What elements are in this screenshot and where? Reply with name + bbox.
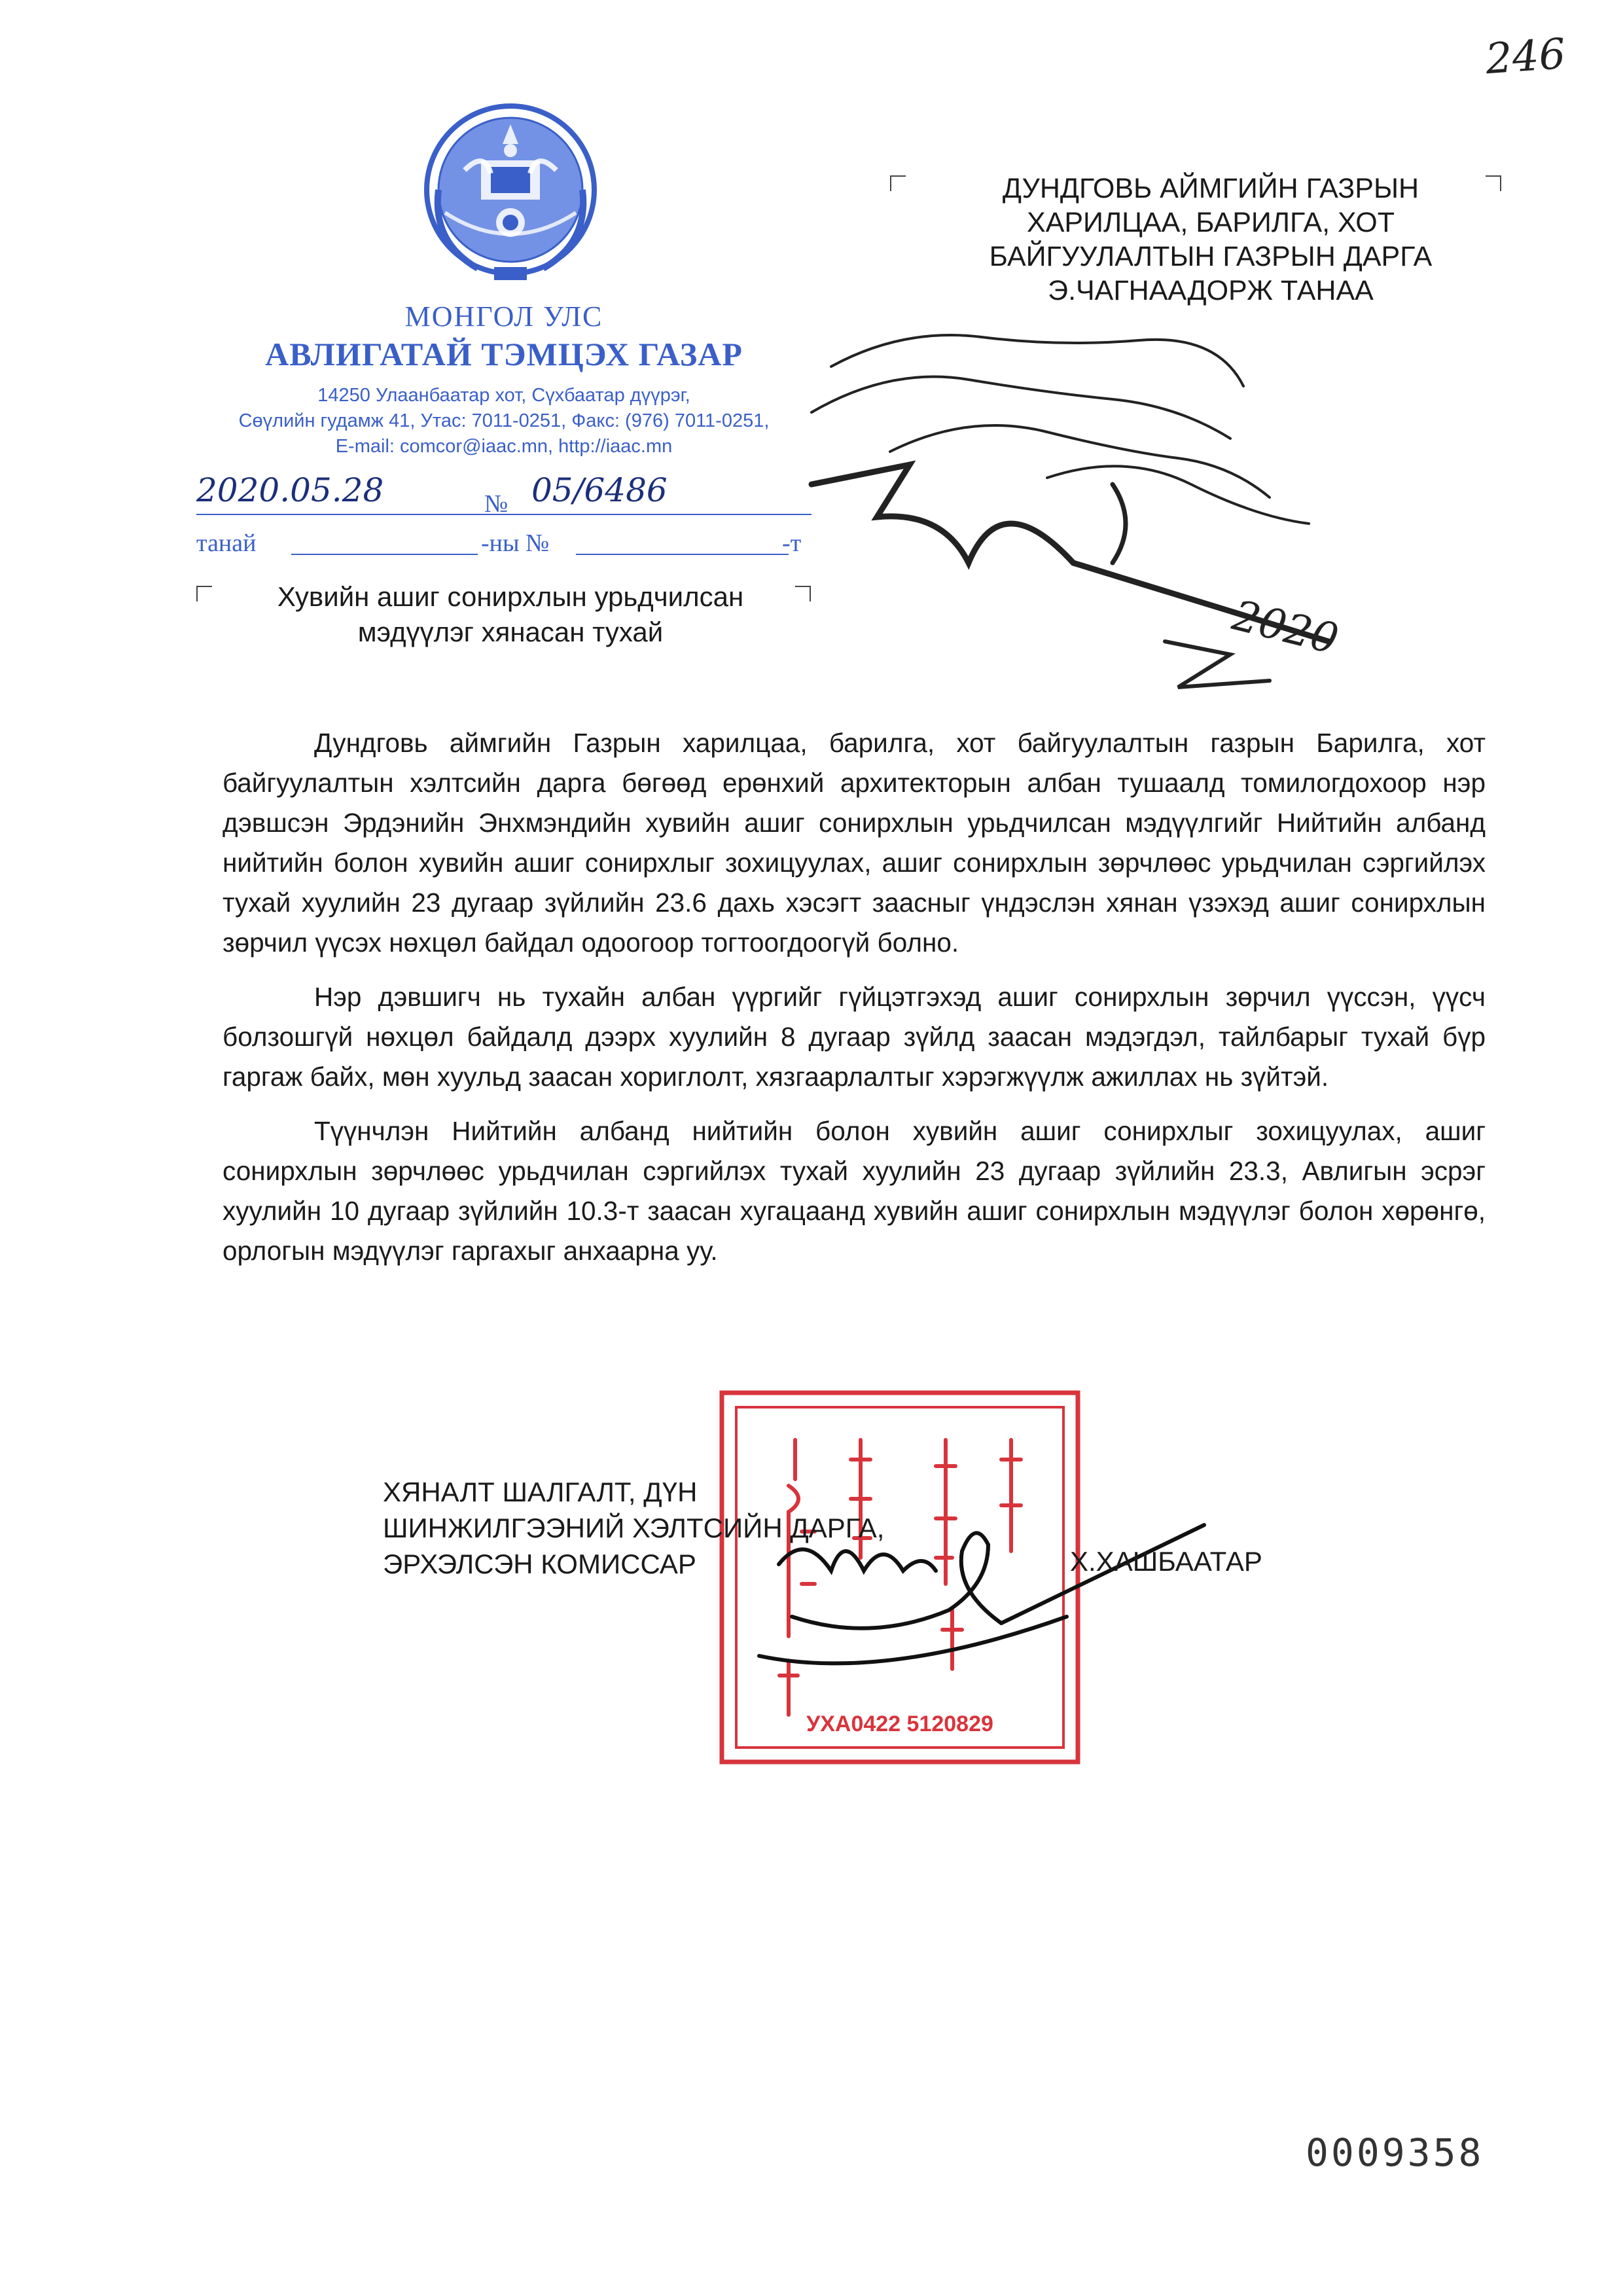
stamp-code: УХА0422 5120829 [806, 1712, 993, 1736]
addressee [916, 171, 1505, 308]
subject-corner-mark [196, 586, 212, 601]
org-address-line: 14250 Улаанбаатар хот, Сүхбаатар дүүрэг, [317, 385, 690, 406]
reference-number: 05/6486 [531, 471, 668, 509]
handwritten-signature-icon [753, 1492, 1211, 1689]
state-emblem-icon [419, 92, 602, 288]
addressee-line: ХАРИЛЦАА, БАРИЛГА, ХОТ [1027, 207, 1395, 238]
signature-title-line: ХЯНАЛТ ШАЛГАЛТ, ДҮН [383, 1477, 698, 1507]
your-ref-suffix: -т [782, 529, 802, 557]
org-email-line: E-mail: comcor@iaac.mn, http://iaac.mn [335, 436, 673, 457]
signature-title-line: ЭРХЭЛСЭН КОМИССАР [383, 1549, 696, 1579]
serial-number: 0009358 [1306, 2130, 1484, 2175]
resolution-year: 2020 [1228, 591, 1344, 664]
reference-date: 2020.05.28 [196, 471, 384, 509]
body-paragraph: Нэр дэвшигч нь тухайн албан үүргийг гүйцэтгэхэд ашиг сонирхлын зөрчил үүссэн, үүсч болзошгүй нөхцөл байдалд дээрх хуулийн 8 дугаар зүйлд заасан мэдэгдэл, тайлбарыг тухай бүр гаргаж байх, мөн хуульд заасан хориглолт, хязгаарлалтыг хэрэгжүүлж ажиллах нь зүйтэй. [223, 982, 1486, 1092]
subject [216, 579, 805, 650]
org-address-line: Сөүлийн гудамж 41, Утас: 7011-0251, Факс: (976) 7011-0251, [238, 410, 770, 431]
addressee-line: БАЙГУУЛАЛТЫН ГАЗРЫН ДАРГА [989, 241, 1433, 272]
signatory-name: Х.ХАШБААТАР [1070, 1546, 1262, 1577]
org-contact [157, 383, 851, 459]
body-paragraph: Түүнчлэн Нийтийн албанд нийтийн болон хувийн ашиг сонирхлыг зохицуулах, ашиг сонирхлын зөрчлөөс урьдчилан сэргийлэх тухай хуулийн 23 дугаар зүйлийн 23.3, Авлигын эсрэг хуулийн 10 дугаар зүйлийн 10.3-т заасан хугацаанд хувийн ашиг сонирхлын мэдүүлэг болон хөрөнгө, орлогын мэдүүлэг гаргахыг анхаарна уу. [223, 1116, 1486, 1266]
subject-line: мэдүүлэг хянасан тухай [357, 617, 664, 647]
reference-no-label: № [484, 490, 508, 518]
addressee-line: Э.ЧАГНААДОРЖ ТАНАА [1048, 275, 1374, 306]
org-name: АВЛИГАТАЙ ТЭМЦЭХ ГАЗАР [265, 336, 743, 372]
subject-line: Хувийн ашиг сонирхлын урьдчилсан [277, 581, 744, 612]
letter-body [223, 723, 1486, 1285]
your-ref-number-blank [576, 534, 789, 555]
signature-title-line: ШИНЖИЛГЭЭНИЙ ХЭЛТСИЙН ДАРГА, [383, 1513, 885, 1543]
addressee-corner-mark [890, 175, 906, 191]
body-paragraph: Дундговь аймгийн Газрын харилцаа, барилга, хот байгуулалтын газрын Барилга, хот байгуулалтын хэлтсийн дарга бөгөөд ерөнхий архитекторын албан тушаалд томилогдохоор нэр дэвшсэн Эрдэнийн Энхмэндийн хувийн ашиг сонирхлын урьдчилсан мэдүүлгийг Нийтийн албанд нийтийн болон хувийн ашиг сонирхлыг зохицуулах, ашиг сонирхлын зөрчлөөс урьдчилан сэргийлэх тухай хуулийн 23 дугаар зүйлийн 23.6 дахь хэсэгт заасныг үндэслэн хянан үзэхэд ашиг сонирхлын зөрчил үүсэх нөхцөл байдал одоогоор тогтоогдоогүй болно. [223, 728, 1486, 958]
your-ref-date-blank [291, 534, 478, 555]
addressee-line: ДУНДГОВЬ АЙМГИЙН ГАЗРЫН [1002, 173, 1419, 204]
reference-underline [196, 514, 812, 515]
handwritten-resolution-icon [772, 288, 1427, 707]
handwritten-page-number: 246 [1484, 29, 1567, 84]
org-country: МОНГОЛ УЛС [404, 300, 603, 332]
your-ref-no-label: -ны № [481, 529, 550, 557]
your-ref-label: танай [196, 529, 257, 557]
